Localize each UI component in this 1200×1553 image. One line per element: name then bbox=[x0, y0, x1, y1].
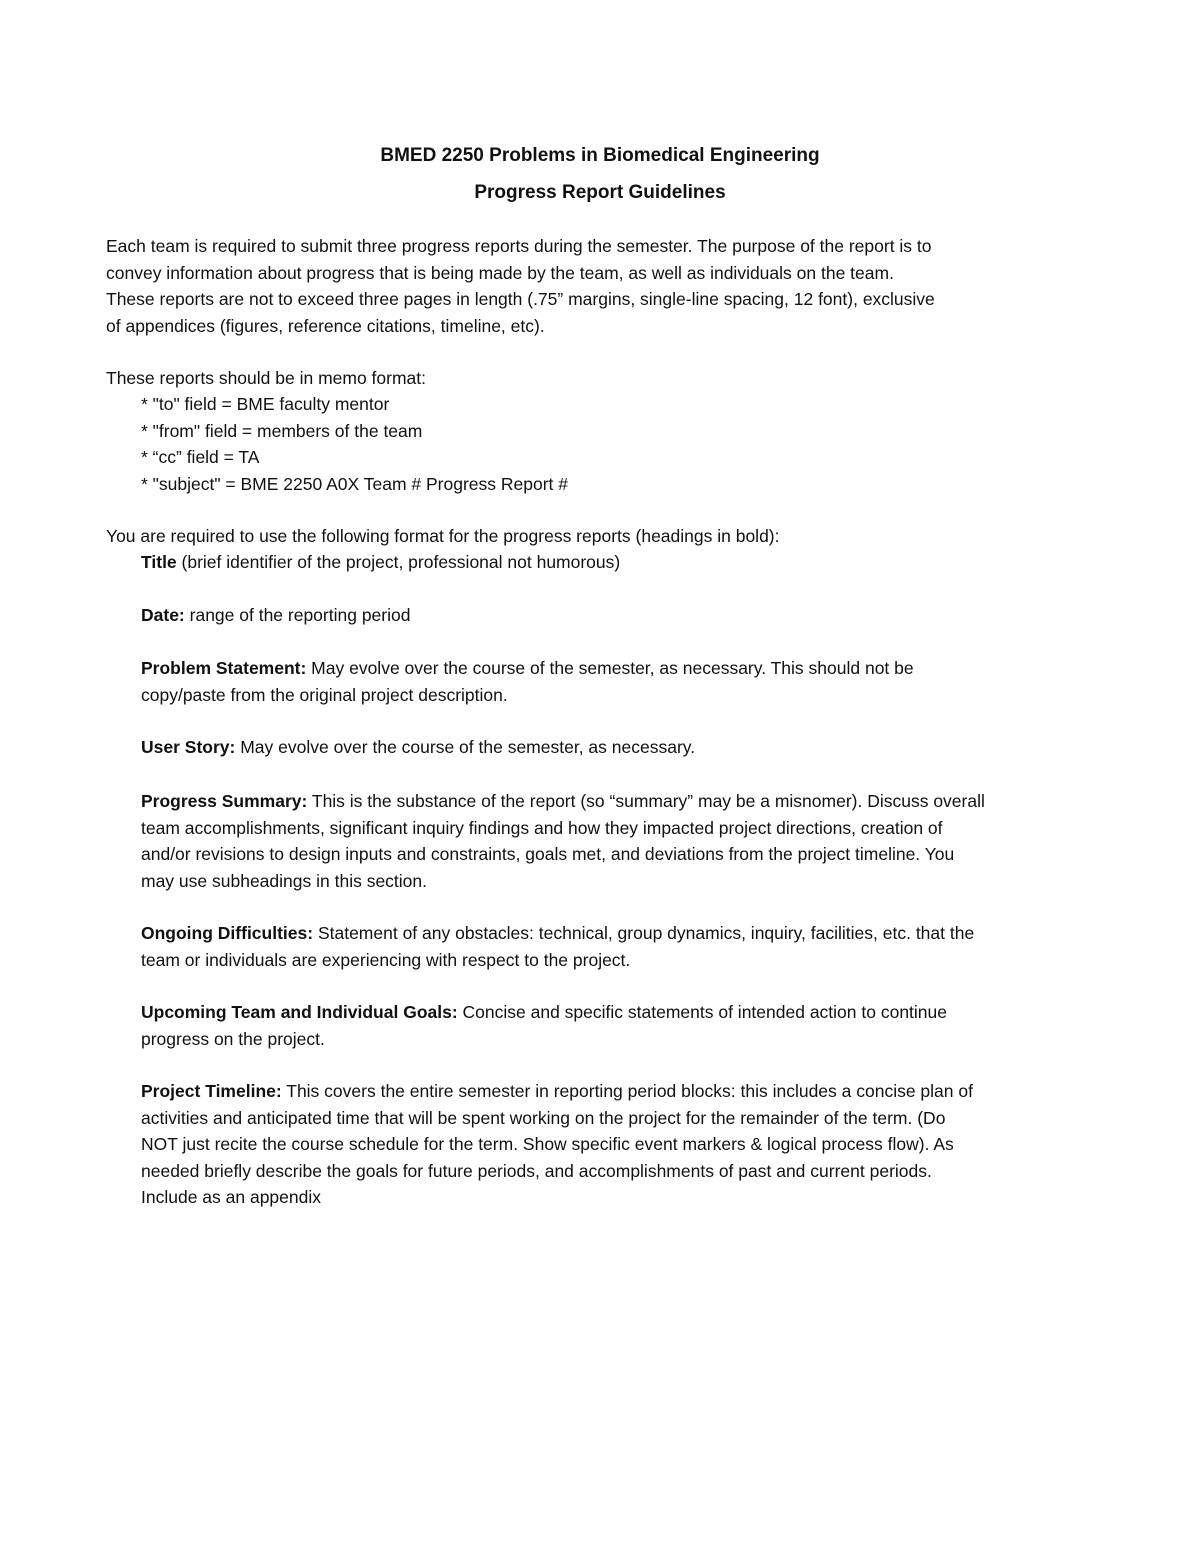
section-text: and/or revisions to design inputs and constraints, goals met, and deviations from the project timeline. You bbox=[141, 844, 955, 864]
section-heading: Title bbox=[141, 552, 177, 572]
section-title bbox=[141, 549, 1096, 576]
section-text: range of the reporting period bbox=[184, 605, 411, 625]
section-text: needed briefly describe the goals for future periods, and accomplishments of past and current periods. bbox=[141, 1160, 932, 1181]
section-heading: Project Timeline: bbox=[141, 1081, 282, 1101]
section-text: team or individuals are experiencing with respect to the project. bbox=[141, 949, 631, 970]
section-heading: Ongoing Difficulties: bbox=[141, 923, 314, 943]
section-heading: User Story: bbox=[141, 737, 236, 757]
intro-line: of appendices (figures, reference citations, timeline, etc). bbox=[106, 315, 545, 336]
list-item: * "to" field = BME faculty mentor bbox=[141, 394, 390, 414]
section-heading: Upcoming Team and Individual Goals: bbox=[141, 1002, 458, 1022]
intro-line: Each team is required to submit three progress reports during the semester. The purpose of the report is to bbox=[106, 236, 932, 256]
section-text: May evolve over the course of the semester, as necessary. bbox=[235, 737, 696, 757]
intro-line: These reports are not to exceed three pages in length (.75” margins, single-line spacing, 12 font), exclusive bbox=[106, 289, 935, 309]
list-item: * "from" field = members of the team bbox=[141, 420, 423, 441]
section-text: Statement of any obstacles: technical, group dynamics, inquiry, facilities, etc. that the bbox=[313, 923, 975, 943]
section-user-story bbox=[141, 734, 1096, 761]
section-problem-statement bbox=[141, 655, 1096, 708]
section-heading: Progress Summary: bbox=[141, 791, 308, 811]
section-text: copy/paste from the original project description. bbox=[141, 684, 508, 705]
section-text: (brief identifier of the project, professional not humorous) bbox=[176, 552, 621, 572]
memo-format-intro bbox=[106, 365, 1096, 392]
section-text: Include as an appendix bbox=[141, 1187, 321, 1207]
intro-paragraph bbox=[106, 233, 1096, 339]
section-progress-summary bbox=[141, 788, 1096, 894]
memo-intro-text: These reports should be in memo format: bbox=[106, 368, 427, 388]
section-text: NOT just recite the course schedule for the term. Show specific event markers & logical process flow). As bbox=[141, 1134, 954, 1154]
format-intro-text: You are required to use the following format for the progress reports (headings in bold): bbox=[106, 526, 780, 546]
section-ongoing-difficulties bbox=[141, 920, 1096, 973]
section-heading: Problem Statement: bbox=[141, 658, 307, 678]
section-text: This is the substance of the report (so “summary” may be a misnomer). Discuss overall bbox=[307, 791, 985, 811]
section-text: activities and anticipated time that will be spent working on the project for the remainder of the term. (Do bbox=[141, 1107, 946, 1128]
section-project-timeline bbox=[141, 1078, 1096, 1211]
section-text: may use subheadings in this section. bbox=[141, 870, 427, 891]
section-date bbox=[141, 602, 1096, 629]
document-title: BMED 2250 Problems in Biomedical Engineering bbox=[380, 145, 820, 166]
section-text: team accomplishments, significant inquiry findings and how they impacted project directions, creation of bbox=[141, 817, 943, 838]
list-item: * "subject" = BME 2250 A0X Team # Progress Report # bbox=[141, 473, 568, 494]
section-text: This covers the entire semester in reporting period blocks: this includes a concise plan of bbox=[281, 1081, 973, 1101]
intro-line: convey information about progress that is being made by the team, as well as individuals on the team. bbox=[106, 262, 894, 283]
list-item: * “cc” field = TA bbox=[141, 447, 260, 467]
section-upcoming-goals bbox=[141, 999, 1096, 1052]
format-intro bbox=[106, 523, 1096, 550]
section-heading: Date: bbox=[141, 605, 185, 625]
section-text: progress on the project. bbox=[141, 1028, 325, 1049]
section-text: Concise and specific statements of intended action to continue bbox=[457, 1002, 947, 1022]
section-text: May evolve over the course of the semester, as necessary. This should not be bbox=[306, 658, 914, 678]
document-subtitle: Progress Report Guidelines bbox=[474, 182, 726, 203]
memo-fields-list bbox=[141, 391, 1041, 497]
